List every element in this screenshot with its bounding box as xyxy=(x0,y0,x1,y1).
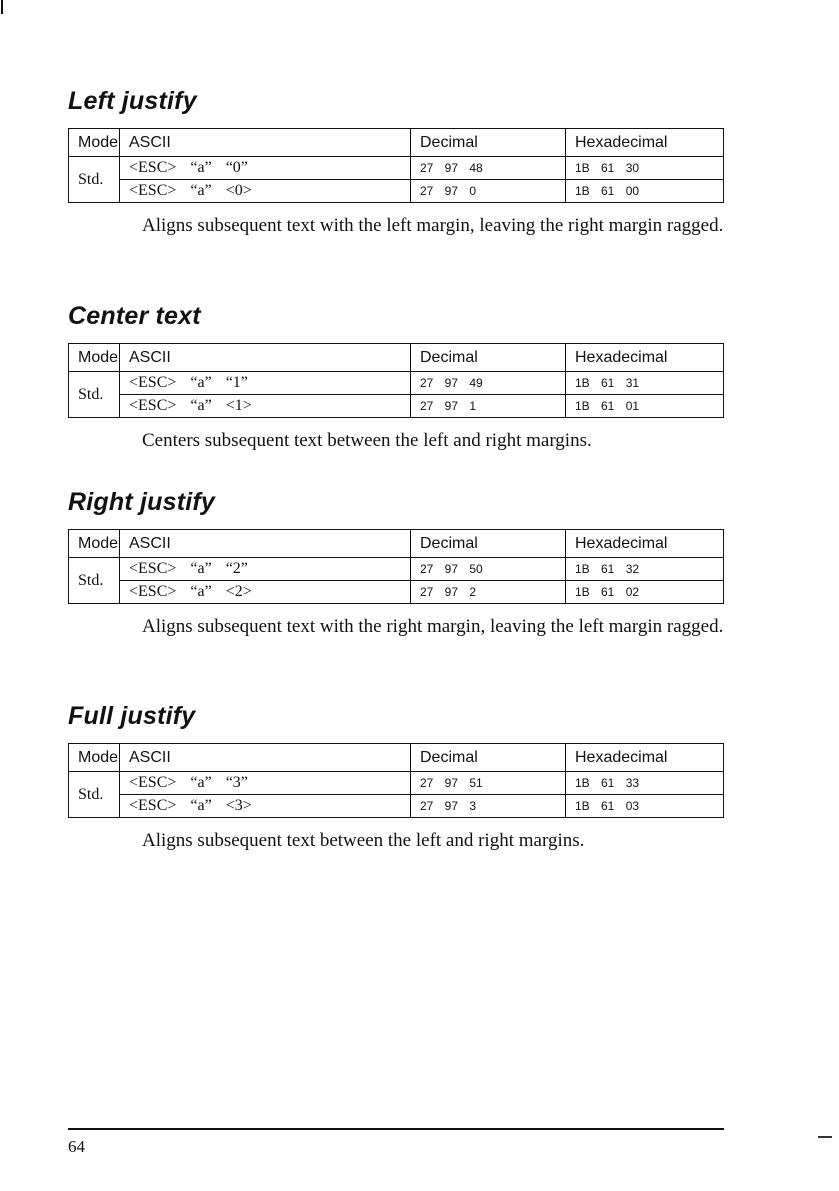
command-table xyxy=(68,128,724,203)
table-header-row xyxy=(69,129,724,157)
table-header-row xyxy=(69,344,724,372)
hex-cell: 1B 61 03 xyxy=(566,795,724,818)
header-hexadecimal: Hexadecimal xyxy=(566,129,724,157)
decimal-cell: 27 97 3 xyxy=(411,795,566,818)
header-mode: Mode xyxy=(69,530,120,558)
table-row xyxy=(69,372,724,395)
header-hexadecimal: Hexadecimal xyxy=(566,530,724,558)
hex-cell: 1B 61 32 xyxy=(566,558,724,581)
hex-cell: 1B 61 02 xyxy=(566,581,724,604)
command-table xyxy=(68,743,724,818)
header-mode: Mode xyxy=(69,344,120,372)
header-mode: Mode xyxy=(69,129,120,157)
ascii-cell: <ESC> “a” <1> xyxy=(120,395,411,418)
command-table xyxy=(68,529,724,604)
edge-mark xyxy=(818,1136,832,1138)
section-center-text xyxy=(68,301,724,455)
decimal-cell: 27 97 0 xyxy=(411,180,566,203)
decimal-cell: 27 97 1 xyxy=(411,395,566,418)
mode-cell: Std. xyxy=(69,558,120,604)
section-description: Aligns subsequent text between the left and right margins. xyxy=(142,830,585,851)
table-row xyxy=(69,157,724,180)
header-decimal: Decimal xyxy=(411,129,566,157)
header-hexadecimal: Hexadecimal xyxy=(566,344,724,372)
decimal-cell: 27 97 49 xyxy=(411,372,566,395)
section-description: Aligns subsequent text with the left margin, leaving the right margin ragged. xyxy=(142,215,724,236)
ascii-cell: <ESC> “a” <2> xyxy=(120,581,411,604)
decimal-cell: 27 97 48 xyxy=(411,157,566,180)
header-ascii: ASCII xyxy=(120,129,411,157)
table-row xyxy=(69,795,724,818)
binding-mark xyxy=(1,0,3,14)
ascii-cell: <ESC> “a” “3” xyxy=(120,772,411,795)
section-description: Aligns subsequent text with the right margin, leaving the left margin ragged. xyxy=(142,616,724,637)
ascii-cell: <ESC> “a” “2” xyxy=(120,558,411,581)
decimal-cell: 27 97 2 xyxy=(411,581,566,604)
section-full-justify xyxy=(68,701,724,855)
ascii-cell: <ESC> “a” “1” xyxy=(120,372,411,395)
mode-cell: Std. xyxy=(69,772,120,818)
table-row xyxy=(69,395,724,418)
hex-cell: 1B 61 00 xyxy=(566,180,724,203)
hex-cell: 1B 61 33 xyxy=(566,772,724,795)
section-heading: Full justify xyxy=(68,702,196,730)
ascii-cell: <ESC> “a” <0> xyxy=(120,180,411,203)
table-row xyxy=(69,581,724,604)
table-row xyxy=(69,558,724,581)
table-header-row xyxy=(69,530,724,558)
section-heading: Center text xyxy=(68,302,201,330)
table-row xyxy=(69,180,724,203)
mode-cell: Std. xyxy=(69,157,120,203)
header-ascii: ASCII xyxy=(120,744,411,772)
hex-cell: 1B 61 01 xyxy=(566,395,724,418)
header-decimal: Decimal xyxy=(411,744,566,772)
header-hexadecimal: Hexadecimal xyxy=(566,744,724,772)
header-decimal: Decimal xyxy=(411,530,566,558)
header-ascii: ASCII xyxy=(120,530,411,558)
table-row xyxy=(69,772,724,795)
section-heading: Left justify xyxy=(68,87,197,115)
ascii-cell: <ESC> “a” “0” xyxy=(120,157,411,180)
section-left-justify xyxy=(68,86,724,240)
decimal-cell: 27 97 50 xyxy=(411,558,566,581)
page-number: 64 xyxy=(68,1137,85,1156)
section-description: Centers subsequent text between the left and right margins. xyxy=(142,430,592,451)
command-table xyxy=(68,343,724,418)
ascii-cell: <ESC> “a” <3> xyxy=(120,795,411,818)
header-ascii: ASCII xyxy=(120,344,411,372)
hex-cell: 1B 61 30 xyxy=(566,157,724,180)
hex-cell: 1B 61 31 xyxy=(566,372,724,395)
header-mode: Mode xyxy=(69,744,120,772)
mode-cell: Std. xyxy=(69,372,120,418)
header-decimal: Decimal xyxy=(411,344,566,372)
section-right-justify xyxy=(68,487,724,641)
table-header-row xyxy=(69,744,724,772)
decimal-cell: 27 97 51 xyxy=(411,772,566,795)
section-heading: Right justify xyxy=(68,488,216,516)
footer-rule xyxy=(68,1128,724,1130)
